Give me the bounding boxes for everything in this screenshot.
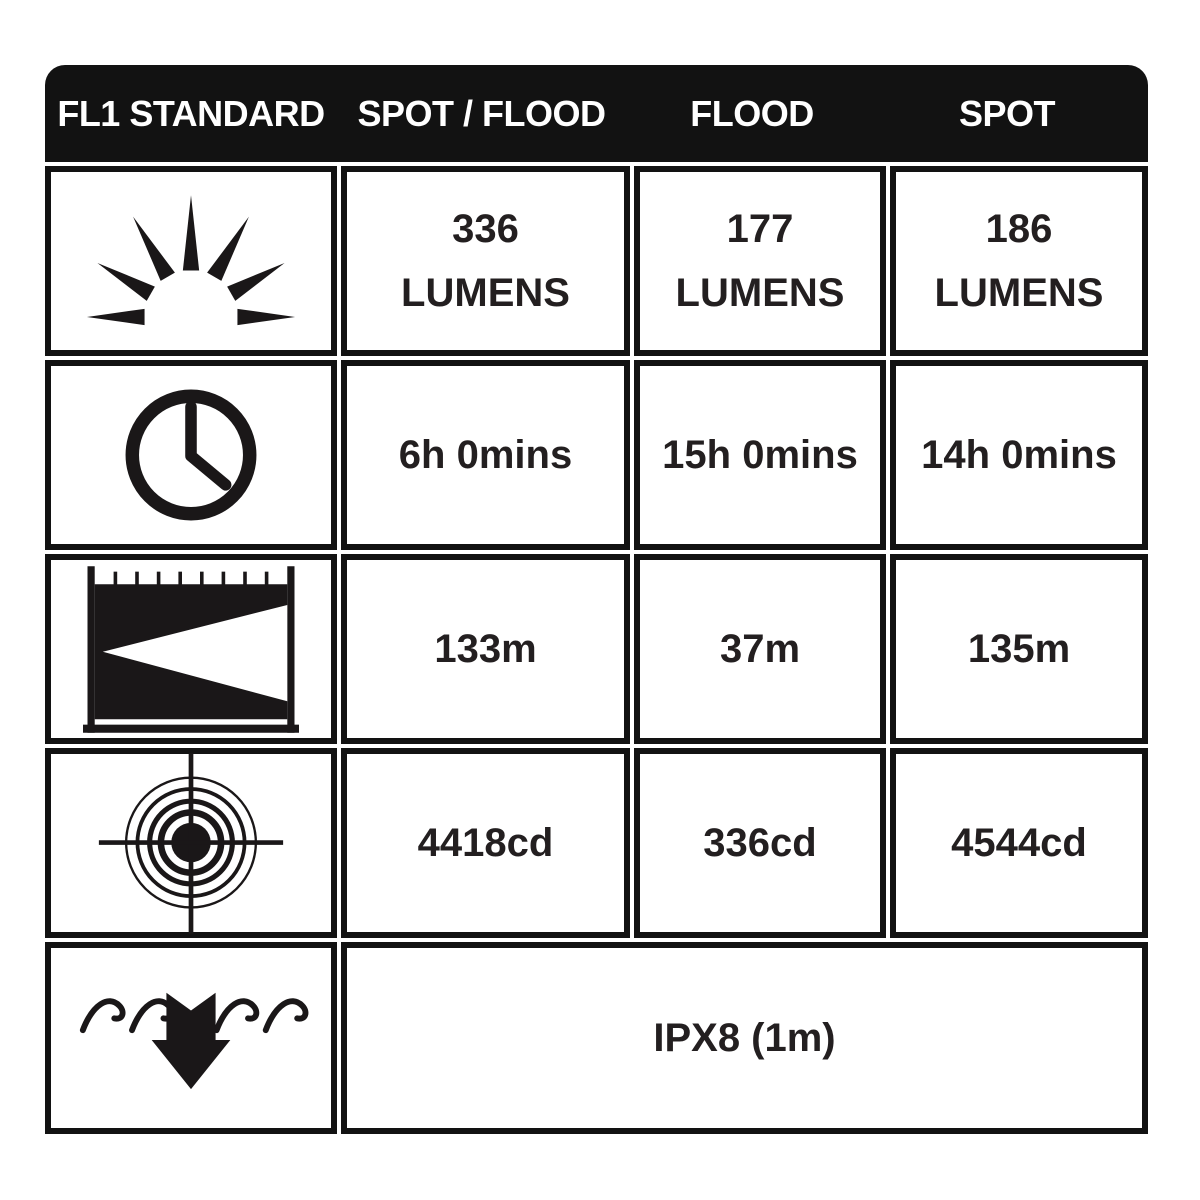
beam-distance-value: 135m [967, 627, 1071, 671]
peak-intensity-spot-flood-cell [341, 748, 630, 938]
clock-icon [114, 378, 268, 532]
lumens-unit: LUMENS [934, 271, 1104, 315]
beam-distance-value: 133m [434, 627, 537, 671]
peak-intensity-spot-cell [890, 748, 1148, 938]
runtime-icon-cell [45, 360, 337, 550]
header-flood: FLOOD [690, 92, 814, 134]
runtime-value: 6h 0mins [398, 433, 573, 477]
spec-table-grid [45, 65, 1148, 1134]
light-output-spot-cell [890, 166, 1148, 356]
peak-intensity-icon-cell [45, 748, 337, 938]
beam-distance-flood-cell [634, 554, 886, 744]
beam-distance-icon [83, 566, 299, 733]
beam-distance-icon-cell [45, 554, 337, 744]
water-immersion-icon [73, 979, 309, 1097]
water-resistance-value-cell [341, 942, 1148, 1134]
beam-distance-spot-cell [890, 554, 1148, 744]
peak-intensity-value: 4544cd [951, 821, 1087, 865]
peak-intensity-flood-cell [634, 748, 886, 938]
lumens-unit: LUMENS [675, 271, 845, 315]
water-resistance-icon-cell [45, 942, 337, 1134]
peak-intensity-value: 4418cd [417, 821, 554, 865]
runtime-spot-cell [890, 360, 1148, 550]
runtime-value: 14h 0mins [921, 433, 1117, 477]
water-resistance-value: IPX8 (1m) [653, 1016, 836, 1060]
runtime-flood-cell [634, 360, 886, 550]
header-fl1-standard: FL1 STANDARD [57, 92, 325, 134]
lumens-value: 336 [452, 207, 519, 251]
runtime-spot-flood-cell [341, 360, 630, 550]
lumens-unit: LUMENS [401, 271, 570, 315]
runtime-value: 15h 0mins [662, 433, 858, 477]
light-output-spot-flood-cell [341, 166, 630, 356]
bullseye-target-icon [97, 753, 285, 934]
lumens-value: 186 [985, 207, 1053, 251]
lumens-value: 177 [726, 207, 794, 251]
header-spot-flood: SPOT / FLOOD [357, 92, 606, 134]
light-output-flood-cell [634, 166, 886, 356]
header-spot: SPOT [958, 92, 1055, 134]
beam-distance-value: 37m [719, 627, 801, 671]
beam-distance-spot-flood-cell [341, 554, 630, 744]
table-header-bar [45, 65, 1148, 162]
peak-intensity-value: 336cd [703, 821, 817, 865]
sun-rays-icon [83, 195, 299, 327]
light-output-icon-cell [45, 166, 337, 356]
